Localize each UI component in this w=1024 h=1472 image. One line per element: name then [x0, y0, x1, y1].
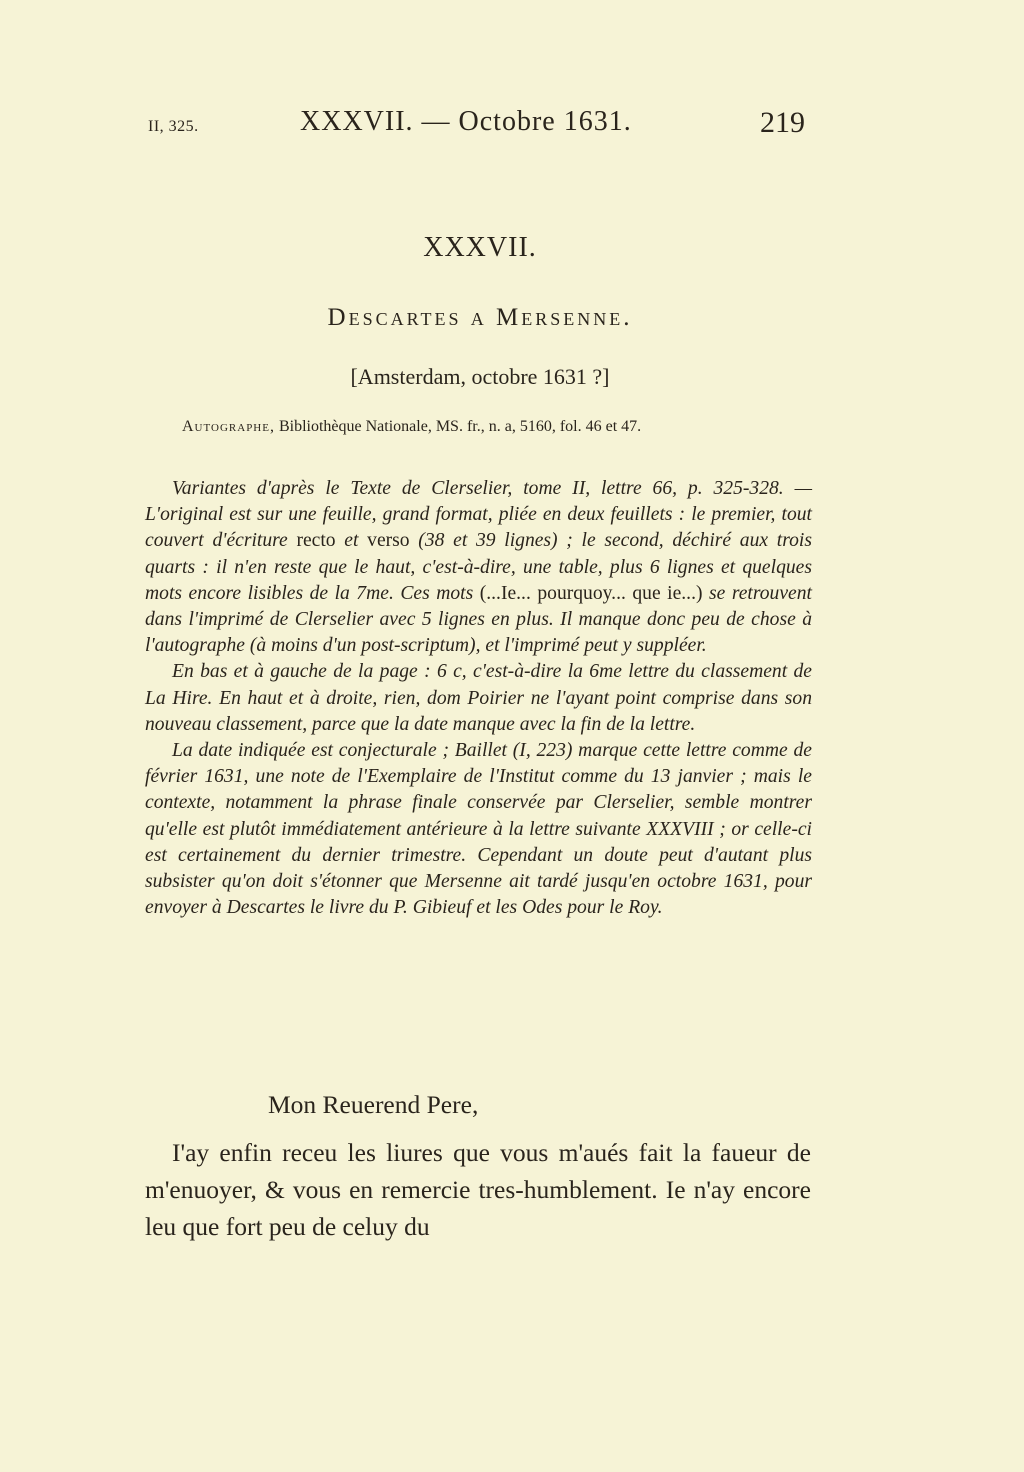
letter-paragraph: I'ay enfin receu les liures que vous m'aués fait la faueur de m'enuoyer, & vous en remercie tres-humblement. Ie n'ay encore leu que fort peu de celuy du — [145, 1138, 811, 1241]
letter-body — [145, 1134, 811, 1245]
letter-title: Descartes a Mersenne. — [327, 304, 633, 331]
letter-number: XXXVII. — [423, 232, 537, 263]
editorial-notes — [145, 476, 812, 921]
note-text: (38 et 39 lignes) ; le second, déchiré aux trois quarts : il n'en reste que le haut, c'est-à-dire, une table, plus 6 lignes et quelques mots encore lisibles de la 7me. Ces mots — [145, 530, 812, 604]
note-quote: (...Ie... pourquoy... que ie...) — [479, 582, 703, 604]
note-paragraph-variants — [145, 476, 812, 659]
running-reference: II, 325. — [148, 118, 199, 135]
note-text: se retrouvent dans l'imprimé de Clerselier avec 5 lignes en plus. Il manque donc peu de chose à l'autographe (à moins d'un post-scriptum), et l'imprimé peut y suppléer. — [145, 582, 812, 657]
source-reference — [182, 418, 641, 436]
source-label: Autographe, — [182, 418, 275, 435]
source-text: Bibliothèque Nationale, MS. fr., n. a, 5160, fol. 46 et 47. — [278, 418, 642, 435]
note-paragraph-placement: En bas et à gauche de la page : 6 c, c'est-à-dire la 6me lettre du classement de La Hire. En haut et à droite, rien, dom Poirier ne l'ayant point comprise dans son nouveau classement, parce que la date manque avec la fin de la lettre. — [145, 661, 812, 735]
letter-salutation: Mon Reuerend Pere, — [268, 1090, 479, 1119]
note-text: et — [335, 530, 368, 552]
note-verso: verso — [367, 530, 410, 552]
note-recto: recto — [296, 530, 336, 552]
page-number: 219 — [760, 106, 805, 139]
letter-place-date: [Amsterdam, octobre 1631 ?] — [350, 364, 610, 389]
running-title: XXXVII. — Octobre 1631. — [300, 106, 632, 137]
note-paragraph-date: La date indiquée est conjecturale ; Baillet (I, 223) marque cette lettre comme de février 1631, une note de l'Exemplaire de l'Institut comme du 13 janvier ; mais le contexte, notamment la phrase finale conservée par Clerselier, semble montrer qu'elle est plutôt immédiatement antérieure à la lettre suivante XXXVIII ; or celle-ci est certainement du dernier trimestre. Cependant un doute peut d'autant plus subsister qu'on doit s'étonner que Mersenne ait tardé jusqu'en octobre 1631, pour envoyer à Descartes le livre du P. Gibieuf et les Odes pour le Roy. — [145, 740, 812, 919]
note-text: Variantes d'après le Texte de Clerselier, tome II, lettre 66, p. 325-328. — L'original est sur une feuille, grand format, pliée en deux feuillets : le premier, tout couvert d'écriture — [145, 478, 812, 552]
